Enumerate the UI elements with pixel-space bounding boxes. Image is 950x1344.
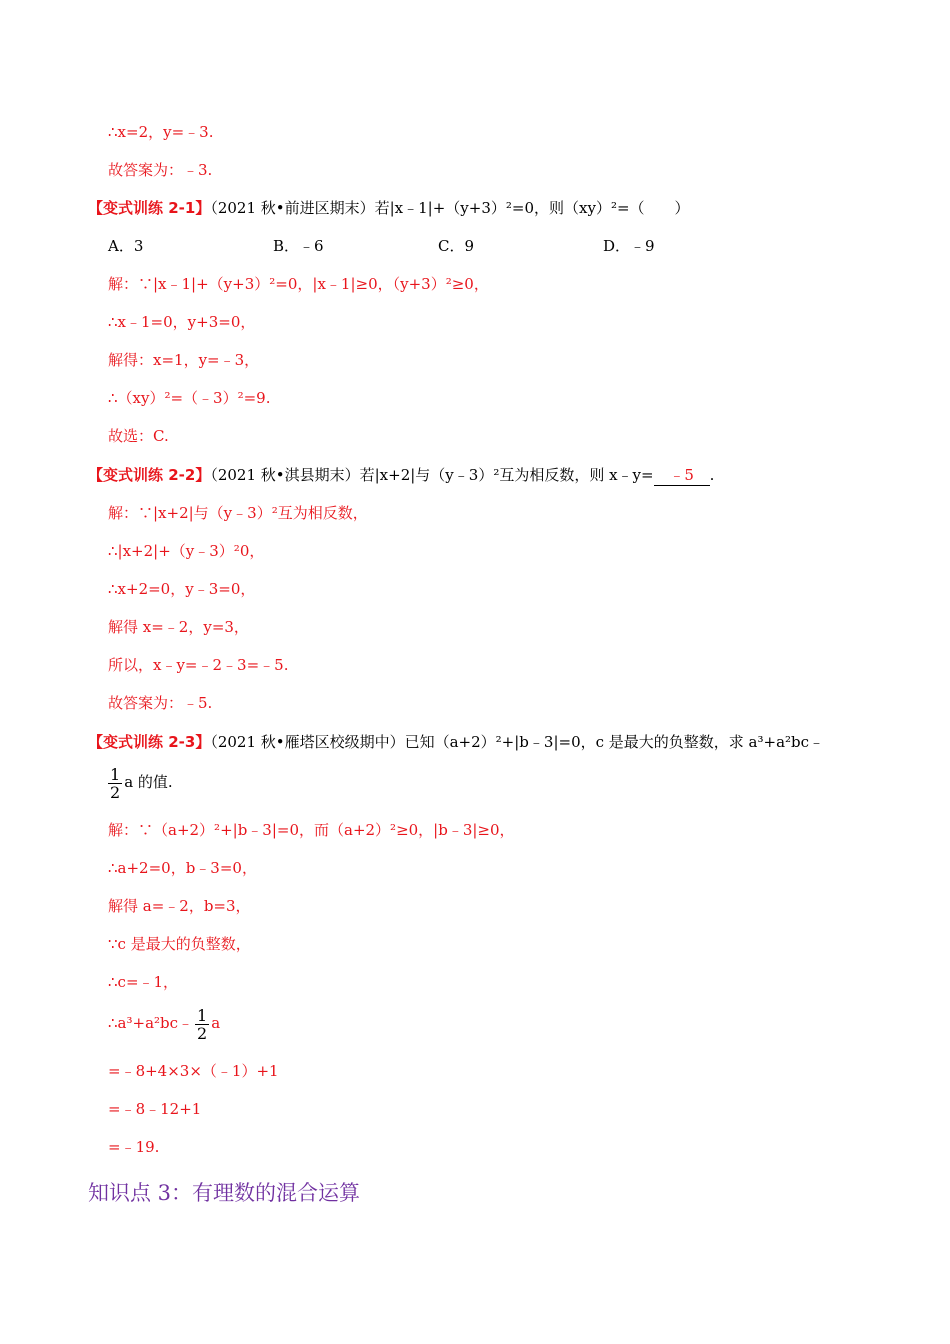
exercise-label: 【变式训练 2-3】 [88,733,211,751]
solution-line: ∴c=﹣1， [108,973,179,991]
option-a: A．3 [108,237,144,255]
solution-line: =﹣19. [108,1138,160,1156]
expression-head: ∴a³+a²bc﹣ [108,1014,194,1032]
solution-line: 故答案为：﹣5. [108,694,213,712]
solution-line: 解：∵|x﹣1|+（y+3）²=0，|x﹣1|≥0，（y+3）²≥0， [108,275,489,293]
solution-expression [108,1004,220,1042]
solution-line: 解：∵（a+2）²+|b﹣3|=0，而（a+2）²≥0，|b﹣3|≥0， [108,821,515,839]
question-end: . [709,466,715,484]
question-text: （2021 秋•前进区期末）若|x﹣1|+（y+3）²=0，则（xy）²=（ ） [210,199,690,217]
option-c: C．9 [438,237,475,255]
exercise-2-3-question-cont [106,763,173,801]
solution-line: ∴a+2=0，b﹣3=0， [108,859,257,877]
exercise-2-3-question [88,732,824,752]
solution-line: 所以，x﹣y=﹣2﹣3=﹣5. [108,656,289,674]
solution-line: 解：∵|x+2|与（y﹣3）²互为相反数， [108,504,368,522]
exercise-2-1-question [88,198,690,218]
question-text: （2021 秋•淇县期末）若|x+2|与（y﹣3）²互为相反数，则 x﹣y= [210,466,654,484]
exercise-label: 【变式训练 2-2】 [88,466,211,484]
fraction-one-half: $\frac{1}{2}$ [197,1005,208,1043]
option-d: D．﹣9 [603,237,655,255]
section-heading: 知识点 3：有理数的混合运算 [88,1181,361,1205]
exercise-label: 【变式训练 2-1】 [88,199,211,217]
solution-line: 解得：x=1，y=﹣3， [108,351,260,369]
solution-line: 解得 x=﹣2，y=3， [108,618,249,636]
solution-line: =﹣8﹣12+1 [108,1100,202,1118]
answer-blank: ﹣5 [654,465,710,486]
solution-line: ∴|x+2|+（y﹣3）²0， [108,542,265,560]
exercise-2-2-question [88,465,714,486]
prev-solution-line: 故答案为：﹣3. [108,161,213,179]
expression-tail: a [211,1014,221,1032]
solution-line: =﹣8+4×3×（﹣1）+1 [108,1062,279,1080]
solution-line: ∵c 是最大的负整数， [108,935,251,953]
solution-line: ∴x+2=0，y﹣3=0， [108,580,256,598]
prev-solution-line: ∴x=2，y=﹣3. [108,123,214,141]
fraction-one-half: $\frac{1}{2}$ [110,764,121,802]
solution-line: ∴（xy）²=（﹣3）²=9. [108,389,271,407]
question-text: （2021 秋•雁塔区校级期中）已知（a+2）²+|b﹣3|=0，c 是最大的负整数，求 a³+a²bc﹣ [210,733,825,751]
option-b: B．﹣6 [273,237,324,255]
solution-line: 故选：C. [108,427,169,445]
solution-line: ∴x﹣1=0，y+3=0， [108,313,256,331]
exercise-2-1-options [108,236,768,256]
solution-line: 解得 a=﹣2，b=3， [108,897,251,915]
question-tail: a 的值. [124,773,173,791]
